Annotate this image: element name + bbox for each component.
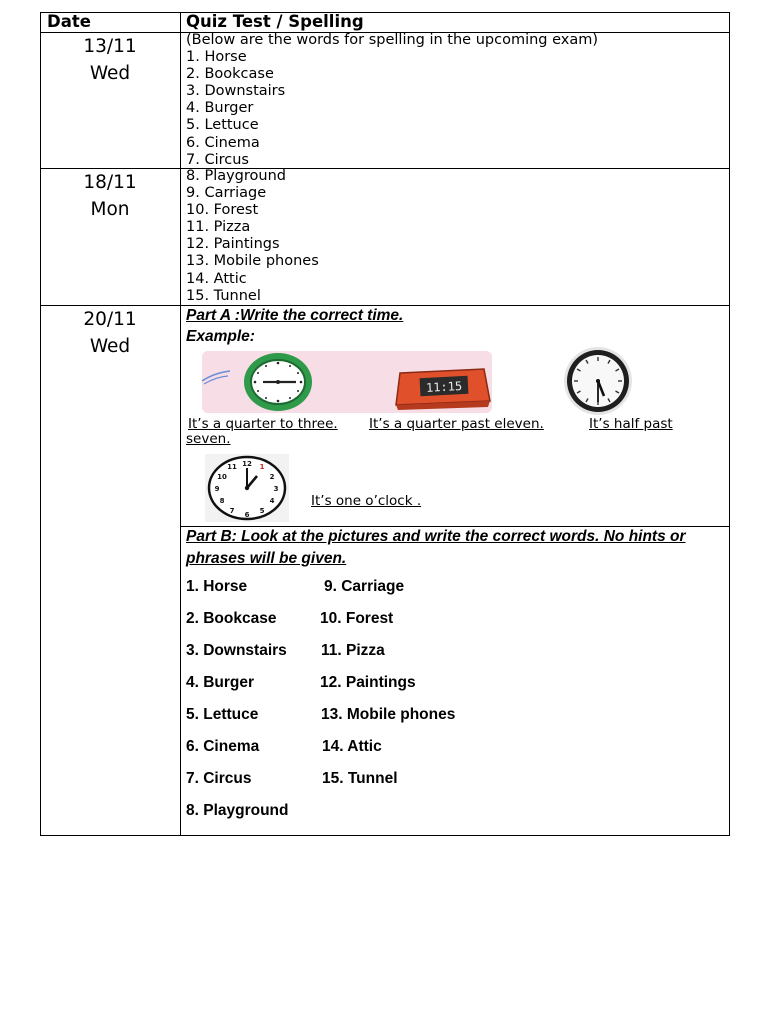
svg-text:10: 10	[217, 473, 227, 481]
digital-clock-readout: 11:15	[425, 379, 463, 395]
row1-weekday: Wed	[89, 63, 131, 84]
svg-text:3: 3	[273, 485, 279, 493]
list-item: 12. Paintings	[320, 674, 416, 691]
list-item: 7. Circus	[186, 770, 252, 787]
list-item: 14. Attic	[186, 270, 247, 287]
table-border-left	[40, 12, 41, 836]
list-item: 9. Carriage	[324, 578, 405, 595]
green-clock-icon	[242, 351, 314, 413]
list-item: 8. Playground	[186, 802, 289, 819]
svg-text:4: 4	[269, 497, 275, 505]
list-item: 10. Forest	[320, 610, 394, 627]
digital-clock-icon	[392, 361, 494, 411]
one-oclock-clock-icon	[205, 454, 289, 522]
list-item: 1. Horse	[186, 578, 248, 595]
date-header: Date	[47, 12, 91, 31]
list-item: 11. Pizza	[321, 642, 385, 659]
motion-lines-icon	[200, 367, 234, 387]
svg-text:7: 7	[229, 507, 235, 515]
list-item: 7. Circus	[186, 151, 249, 168]
svg-text:6: 6	[244, 511, 250, 519]
list-item: 14. Attic	[322, 738, 382, 755]
svg-text:8: 8	[219, 497, 225, 505]
list-item: 3. Downstairs	[186, 83, 286, 100]
list-item: 6. Cinema	[186, 134, 260, 151]
column-divider	[180, 12, 181, 836]
caption-quarter-past-eleven: It’s a quarter past eleven.	[369, 416, 544, 432]
row1-day: 13/11	[83, 36, 137, 57]
list-item: 13. Mobile phones	[321, 706, 456, 723]
schedule-table	[40, 12, 730, 836]
svg-text:5: 5	[259, 507, 265, 515]
caption-quarter-to-three: It’s a quarter to three.	[188, 416, 338, 432]
svg-text:1: 1	[259, 463, 265, 471]
part-b-title-line1: Part B: Look at the pictures and write the correct words. No hints or	[186, 528, 686, 545]
list-item: 4. Burger	[186, 100, 254, 117]
svg-text:2: 2	[269, 473, 275, 481]
list-item: 3. Downstairs	[186, 642, 287, 659]
wall-clock-icon	[561, 346, 635, 416]
row1-word-list	[186, 32, 598, 169]
list-item: 5. Lettuce	[186, 706, 259, 723]
caption-half-past: It’s half past	[589, 416, 673, 432]
list-item: 6. Cinema	[186, 738, 260, 755]
row3-date	[40, 306, 180, 360]
row2-date	[40, 169, 180, 223]
example-label: Example:	[186, 328, 255, 345]
svg-text:12: 12	[242, 460, 252, 468]
row1-date	[40, 33, 180, 87]
caption-seven: seven.	[186, 431, 231, 447]
table-border-top	[40, 12, 730, 13]
table-border-bottom	[40, 835, 730, 836]
part-a-title: Part A :Write the correct time.	[186, 307, 404, 324]
svg-text:11: 11	[227, 463, 237, 471]
list-item: 2. Bookcase	[186, 66, 274, 83]
caption-one-oclock: It’s one o’clock .	[311, 493, 422, 509]
list-item: 9. Carriage	[186, 185, 267, 202]
list-item: 10. Forest	[186, 202, 259, 219]
list-item: 8. Playground	[186, 168, 286, 184]
list-item: 15. Tunnel	[186, 287, 261, 304]
row3-weekday: Wed	[89, 336, 131, 357]
row3-day: 20/11	[83, 309, 137, 330]
list-item: 1. Horse	[186, 49, 247, 66]
svg-text:9: 9	[214, 485, 220, 493]
subject-header: Quiz Test / Spelling	[186, 12, 364, 31]
list-item: 4. Burger	[186, 674, 255, 691]
row1-note: (Below are the words for spelling in the upcoming exam)	[186, 32, 599, 48]
row2-weekday: Mon	[90, 199, 130, 220]
list-item: 12. Paintings	[186, 236, 280, 253]
list-item: 11. Pizza	[186, 219, 251, 236]
table-border-right	[729, 12, 730, 836]
row2-word-list	[186, 168, 319, 305]
part-b-title-line2: phrases will be given.	[186, 550, 347, 567]
list-item: 15. Tunnel	[322, 770, 398, 787]
list-item: 5. Lettuce	[186, 117, 259, 134]
list-item: 2. Bookcase	[186, 610, 277, 627]
list-item: 13. Mobile phones	[186, 253, 319, 270]
row2-day: 18/11	[83, 172, 137, 193]
